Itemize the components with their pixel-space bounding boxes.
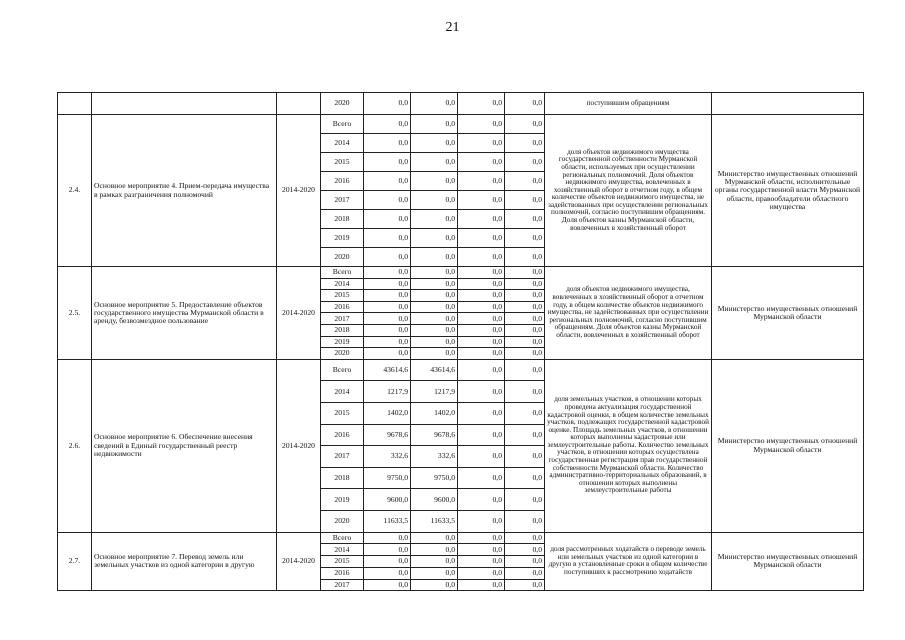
value-cell: 11633,5 [411, 510, 458, 532]
value-cell: 0,0 [458, 359, 505, 381]
value-cell: 0,0 [505, 467, 545, 489]
value-cell: 0,0 [364, 567, 411, 579]
value-cell: 0,0 [364, 229, 411, 248]
value-cell: 43614,6 [411, 359, 458, 381]
executor-cell [712, 93, 864, 115]
value-cell: 0,0 [505, 348, 545, 360]
table-row [58, 532, 864, 544]
year-cell: 2014 [321, 381, 364, 403]
value-cell: 0,0 [505, 336, 545, 348]
value-cell: 0,0 [411, 278, 458, 290]
measure-number: 2.6. [58, 359, 92, 532]
value-cell: 0,0 [458, 402, 505, 424]
year-cell: 2016 [321, 301, 364, 313]
indicator-cell: доля земельных участков, в отношении которых проведена актуализация государственной кадастровой оценки, в общем количестве земельных участков, подлежащих государственной кадастровой оценке. Площадь земельных участков, в отношении которых выполнены кадастровые или землеустроительные работы. Количество земельных участков, в отношении которых осуществлена государственная регистрация прав государственной собственности Мурманской области. Количество административно-территориальных образований, в отношении которых выполнены землеустроительные работы [545, 359, 712, 532]
year-cell: Всего [321, 115, 364, 134]
value-cell: 43614,6 [364, 359, 411, 381]
value-cell: 0,0 [411, 248, 458, 267]
year-cell: 2015 [321, 402, 364, 424]
year-cell: 2020 [321, 93, 364, 115]
year-cell: 2018 [321, 467, 364, 489]
measure-name: Основное мероприятие 4. Прием-передача имущества в рамках разграничения полномочий [92, 115, 277, 267]
value-cell: 0,0 [458, 510, 505, 532]
table-row [58, 359, 864, 381]
value-cell: 9678,6 [364, 424, 411, 446]
year-cell: 2020 [321, 348, 364, 360]
value-cell: 0,0 [505, 402, 545, 424]
value-cell: 0,0 [458, 313, 505, 325]
value-cell: 0,0 [364, 532, 411, 544]
value-cell: 0,0 [411, 229, 458, 248]
measure-number: 2.7. [58, 532, 92, 591]
value-cell: 0,0 [505, 567, 545, 579]
value-cell: 0,0 [364, 579, 411, 591]
value-cell: 0,0 [411, 532, 458, 544]
value-cell: 0,0 [364, 313, 411, 325]
year-cell: 2016 [321, 172, 364, 191]
value-cell: 332,6 [411, 446, 458, 468]
value-cell: 0,0 [505, 172, 545, 191]
value-cell: 0,0 [411, 191, 458, 210]
value-cell: 0,0 [458, 229, 505, 248]
table-row [58, 115, 864, 134]
value-cell: 9600,0 [364, 489, 411, 511]
measure-period: 2014-2020 [277, 267, 321, 360]
value-cell: 0,0 [505, 290, 545, 302]
value-cell: 0,0 [364, 336, 411, 348]
year-cell: 2015 [321, 290, 364, 302]
value-cell: 0,0 [505, 267, 545, 279]
program-measures-table [57, 92, 864, 591]
value-cell: 332,6 [364, 446, 411, 468]
value-cell: 0,0 [458, 467, 505, 489]
year-cell: 2017 [321, 579, 364, 591]
indicator-cell: доля рассмотренных ходатайств о переводе земель или земельных участков из одной категории в другую в установленные сроки в общем количестве поступивших к рассмотрению ходатайств [545, 532, 712, 591]
value-cell: 0,0 [505, 248, 545, 267]
value-cell: 0,0 [505, 313, 545, 325]
value-cell: 0,0 [458, 567, 505, 579]
measure-period: 2014-2020 [277, 532, 321, 591]
value-cell: 0,0 [411, 336, 458, 348]
value-cell: 0,0 [411, 544, 458, 556]
value-cell: 0,0 [411, 324, 458, 336]
value-cell: 0,0 [364, 348, 411, 360]
value-cell: 0,0 [458, 424, 505, 446]
value-cell: 0,0 [411, 153, 458, 172]
value-cell: 0,0 [505, 510, 545, 532]
value-cell: 0,0 [364, 248, 411, 267]
measure-name-cell [92, 93, 277, 115]
value-cell: 0,0 [411, 290, 458, 302]
value-cell: 0,0 [458, 248, 505, 267]
value-cell: 0,0 [411, 556, 458, 568]
year-cell: 2019 [321, 489, 364, 511]
value-cell: 0,0 [411, 172, 458, 191]
measure-name: Основное мероприятие 7. Перевод земель или земельных участков из одной категории в другую [92, 532, 277, 591]
value-cell: 0,0 [505, 579, 545, 591]
value-cell: 0,0 [505, 153, 545, 172]
value-cell: 0,0 [505, 134, 545, 153]
value-cell: 0,0 [458, 556, 505, 568]
value-cell: 0,0 [364, 290, 411, 302]
value-cell: 0,0 [411, 348, 458, 360]
indicator-cell: доля объектов недвижимого имущества государственной собственности Мурманской области, используемых при осуществлении региональных полномочий. Доля объектов недвижимого имущества, вовлеченных в хозяйственный оборот в отчетном году, в общем количестве объектов недвижимого имущества, не задействованных при осуществлении региональных полномочий, согласно поступившим обращениям. Доля объектов казны Мурманской области, вовлеченных в хозяйственный оборот [545, 115, 712, 267]
value-cell: 0,0 [458, 172, 505, 191]
period-cell [277, 93, 321, 115]
value-cell: 0,0 [505, 301, 545, 313]
year-cell: 2014 [321, 544, 364, 556]
value-cell: 9678,6 [411, 424, 458, 446]
year-cell: 2015 [321, 153, 364, 172]
value-cell: 0,0 [458, 336, 505, 348]
value-cell: 0,0 [458, 446, 505, 468]
value-cell: 0,0 [458, 191, 505, 210]
value-cell: 0,0 [411, 115, 458, 134]
value-cell: 0,0 [364, 544, 411, 556]
value-cell: 0,0 [411, 579, 458, 591]
value-cell: 1402,0 [364, 402, 411, 424]
value-cell: 0,0 [364, 93, 411, 115]
year-cell: 2019 [321, 229, 364, 248]
value-cell: 0,0 [411, 134, 458, 153]
value-cell: 0,0 [364, 172, 411, 191]
year-cell: 2017 [321, 191, 364, 210]
value-cell: 0,0 [505, 359, 545, 381]
value-cell: 0,0 [411, 210, 458, 229]
value-cell: 0,0 [458, 532, 505, 544]
value-cell: 0,0 [505, 424, 545, 446]
indicator-cell: поступившим обращениям [545, 93, 712, 115]
value-cell: 0,0 [458, 290, 505, 302]
year-cell: 2015 [321, 556, 364, 568]
value-cell: 0,0 [411, 93, 458, 115]
measure-number: 2.4. [58, 115, 92, 267]
value-cell: 0,0 [458, 381, 505, 403]
value-cell: 0,0 [364, 556, 411, 568]
value-cell: 0,0 [411, 313, 458, 325]
value-cell: 11633,5 [364, 510, 411, 532]
value-cell: 0,0 [505, 556, 545, 568]
value-cell: 0,0 [411, 267, 458, 279]
value-cell: 0,0 [364, 115, 411, 134]
measure-name: Основное мероприятие 6. Обеспечение внесения сведений в Единый государственный реестр недвижимости [92, 359, 277, 532]
value-cell: 0,0 [411, 567, 458, 579]
year-cell: Всего [321, 267, 364, 279]
value-cell: 1217,9 [364, 381, 411, 403]
year-cell: 2017 [321, 313, 364, 325]
value-cell: 0,0 [458, 579, 505, 591]
value-cell: 0,0 [458, 489, 505, 511]
indicator-cell: доля объектов недвижимого имущества, вовлеченных в хозяйственный оборот в отчетном году, в общем количестве объектов недвижимого имущества, не задействованных при осуществлении региональных полномочий, согласно поступившим обращениям. Доля объектов казны Мурманской области, вовлеченных в хозяйственный оборот [545, 267, 712, 360]
measure-period: 2014-2020 [277, 115, 321, 267]
year-cell: 2014 [321, 278, 364, 290]
executor-cell: Министерство имущественных отношений Мурманской области [712, 267, 864, 360]
value-cell: 0,0 [458, 324, 505, 336]
year-cell: Всего [321, 532, 364, 544]
value-cell: 9750,0 [411, 467, 458, 489]
year-cell: 2018 [321, 210, 364, 229]
year-cell: 2014 [321, 134, 364, 153]
year-cell: 2019 [321, 336, 364, 348]
continued-row [58, 93, 864, 115]
year-cell: 2016 [321, 424, 364, 446]
table-row [58, 267, 864, 279]
executor-cell: Министерство имущественных отношений Мурманской области [712, 359, 864, 532]
value-cell: 0,0 [505, 446, 545, 468]
year-cell: Всего [321, 359, 364, 381]
value-cell: 0,0 [505, 381, 545, 403]
value-cell: 1402,0 [411, 402, 458, 424]
measure-number: 2.5. [58, 267, 92, 360]
value-cell: 0,0 [364, 191, 411, 210]
executor-cell: Министерство имущественных отношений Мурманской области [712, 532, 864, 591]
value-cell: 0,0 [458, 278, 505, 290]
value-cell: 0,0 [505, 532, 545, 544]
value-cell: 0,0 [364, 267, 411, 279]
value-cell: 0,0 [505, 489, 545, 511]
value-cell: 0,0 [458, 153, 505, 172]
year-cell: 2016 [321, 567, 364, 579]
value-cell: 0,0 [364, 153, 411, 172]
executor-cell: Министерство имущественных отношений Мурманской области, исполнительные органы государственной власти Мурманской области, правообладатели областного имущества [712, 115, 864, 267]
value-cell: 0,0 [364, 210, 411, 229]
value-cell: 0,0 [505, 93, 545, 115]
value-cell: 0,0 [505, 544, 545, 556]
value-cell: 0,0 [505, 324, 545, 336]
value-cell: 0,0 [458, 134, 505, 153]
value-cell: 0,0 [458, 210, 505, 229]
value-cell: 0,0 [364, 301, 411, 313]
page-number: 21 [445, 20, 460, 35]
value-cell: 0,0 [505, 229, 545, 248]
value-cell: 0,0 [458, 267, 505, 279]
year-cell: 2020 [321, 510, 364, 532]
value-cell: 0,0 [505, 210, 545, 229]
value-cell: 0,0 [364, 134, 411, 153]
value-cell: 0,0 [505, 278, 545, 290]
year-cell: 2017 [321, 446, 364, 468]
row-number-cell [58, 93, 92, 115]
value-cell: 0,0 [364, 278, 411, 290]
value-cell: 1217,9 [411, 381, 458, 403]
measure-name: Основное мероприятие 5. Предоставление объектов государственного имущества Мурманской области в аренду, безвозмездное пользование [92, 267, 277, 360]
value-cell: 0,0 [505, 191, 545, 210]
value-cell: 0,0 [458, 301, 505, 313]
value-cell: 0,0 [458, 348, 505, 360]
year-cell: 2020 [321, 248, 364, 267]
value-cell: 0,0 [411, 301, 458, 313]
value-cell: 9600,0 [411, 489, 458, 511]
value-cell: 0,0 [458, 93, 505, 115]
value-cell: 9750,0 [364, 467, 411, 489]
value-cell: 0,0 [505, 115, 545, 134]
value-cell: 0,0 [458, 544, 505, 556]
year-cell: 2018 [321, 324, 364, 336]
measure-period: 2014-2020 [277, 359, 321, 532]
value-cell: 0,0 [458, 115, 505, 134]
value-cell: 0,0 [364, 324, 411, 336]
